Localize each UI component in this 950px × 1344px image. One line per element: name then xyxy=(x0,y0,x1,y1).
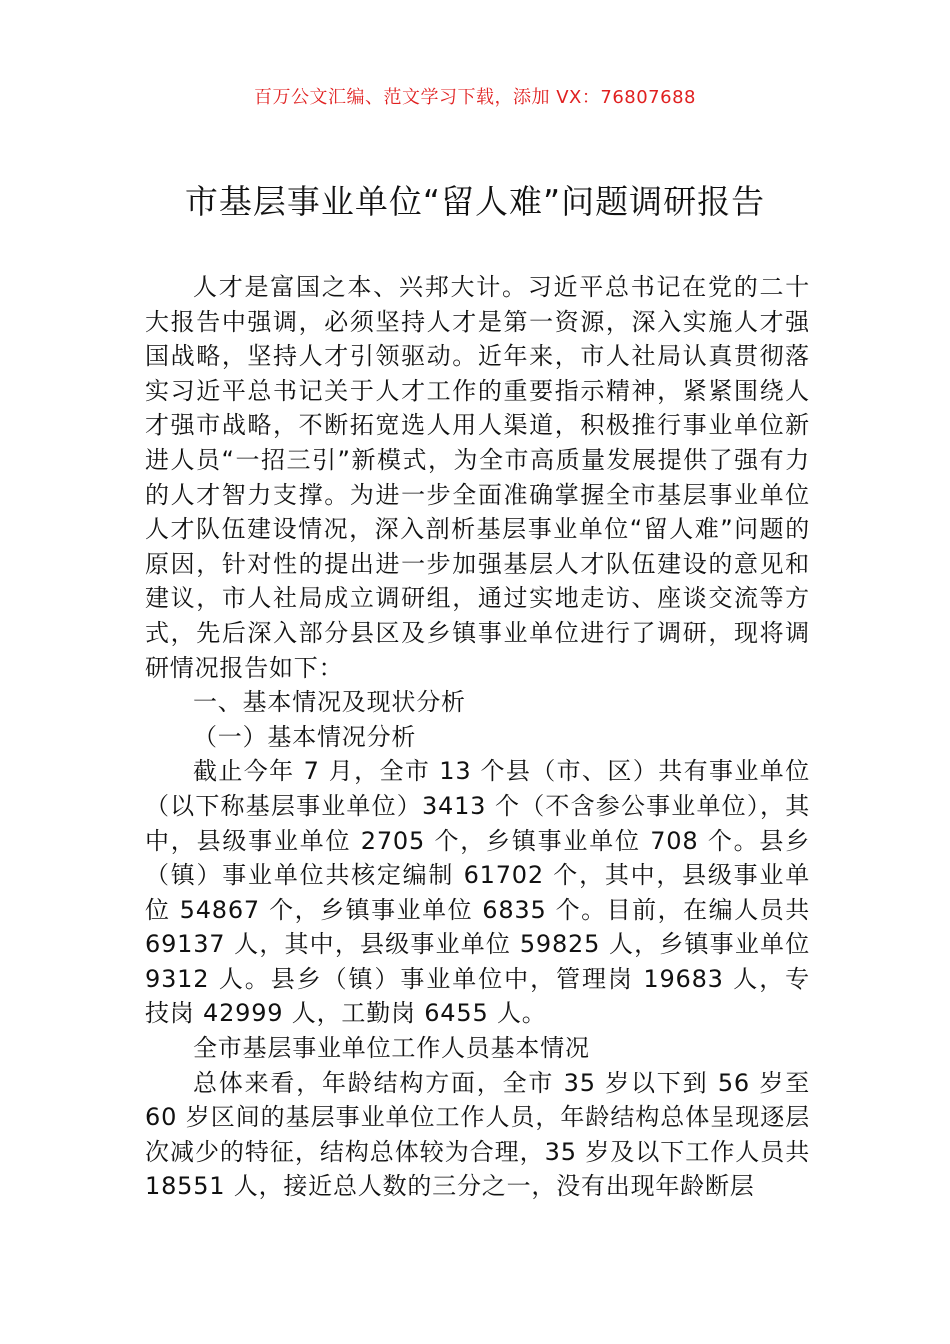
section-heading-1: 一、基本情况及现状分析 xyxy=(193,688,466,717)
paragraph-statistics: 截止今年 7 月，全市 13 个县（市、区）共有事业单位（以下称基层事业单位）3413 个（不含参公事业单位），其中，县级事业单位 2705 个，乡镇事业单位 708 个。县乡（镇）事业单位共核定编制 61702 个，其中，县级事业单位 54867 个，乡镇事业单位 6835 个。目前，在编人员共 69137 人，其中，县级事业单位 59825 人，乡镇事业单位 9312 人。县乡（镇）事业单位中，管理岗 19683 人，专技岗 42999 人，工勤岗 6455 人。 xyxy=(145,757,810,1028)
subsection-heading-1: （一）基本情况分析 xyxy=(193,722,417,751)
document-body xyxy=(145,270,810,1204)
paragraph-intro: 人才是富国之本、兴邦大计。习近平总书记在党的二十大报告中强调，必须坚持人才是第一资源，深入实施人才强国战略，坚持人才引领驱动。近年来，市人社局认真贯彻落实习近平总书记关于人才工作的重要指示精神，紧紧围绕人才强市战略，不断拓宽选人用人渠道，积极推行事业单位新进人员“一招三引”新模式，为全市高质量发展提供了强有力的人才智力支撑。为进一步全面准确掌握全市基层事业单位人才队伍建设情况，深入剖析基层事业单位“留人难”问题的原因，针对性的提出进一步加强基层人才队伍建设的意见和建议，市人社局成立调研组，通过实地走访、座谈交流等方式，先后深入部分县区及乡镇事业单位进行了调研，现将调研情况报告如下： xyxy=(145,273,810,682)
table-caption: 全市基层事业单位工作人员基本情况 xyxy=(193,1034,590,1063)
paragraph-age-structure: 总体来看，年龄结构方面，全市 35 岁以下到 56 岁至 60 岁区间的基层事业单位工作人员，年龄结构总体呈现逐层次减少的特征，结构总体较为合理，35 岁及以下工作人员共 18551 人，接近总人数的三分之一，没有出现年龄断层 xyxy=(145,1068,810,1201)
document-title: 市基层事业单位“留人难”问题调研报告 xyxy=(184,182,766,221)
header-note: 百万公文汇编、范文学习下载，添加 VX：76807688 xyxy=(254,87,696,108)
